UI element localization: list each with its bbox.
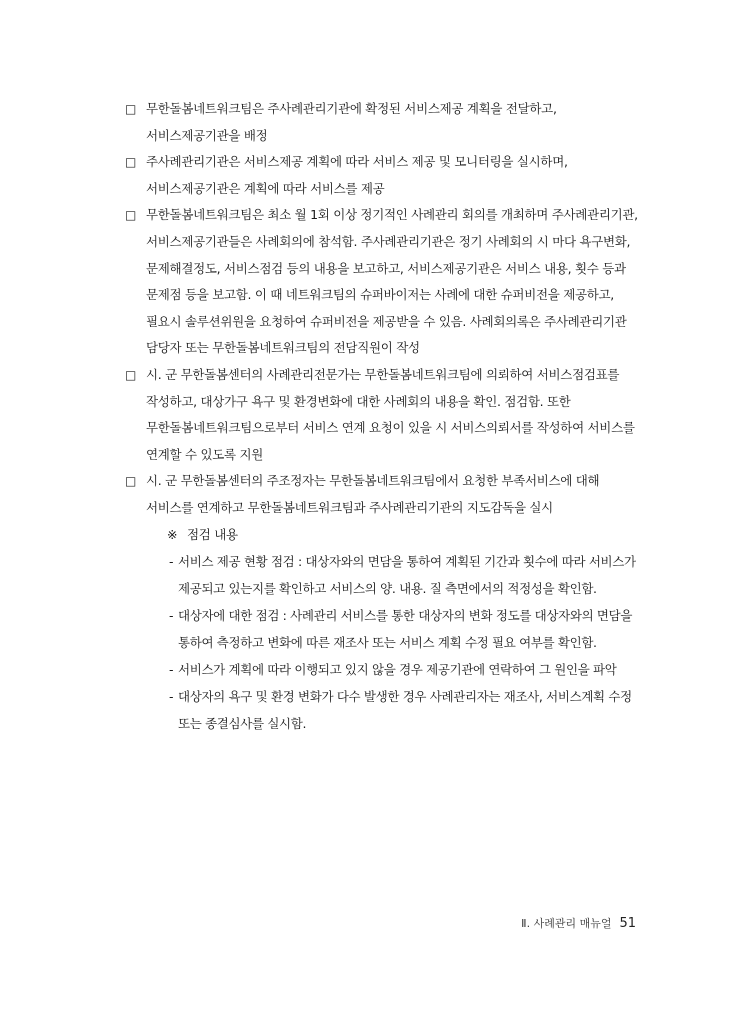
dash-bullet: -	[169, 689, 174, 705]
item-text: 주사례관리기관은 서비스제공 계획에 따라 서비스 제공 및 모니터링을 실시하며, 서비스제공기관은 계획에 따라 서비스를 제공	[146, 154, 568, 196]
subitem-text: 대상자의 욕구 및 환경 변화가 다수 발생한 경우 사례관리자는 재조사, 서비스계획 수정 또는 종결심사를 실시함.	[178, 689, 632, 732]
subitem-text: 서비스 제공 현황 점검 : 대상자와의 면담을 통하여 계획된 기간과 횟수에 따라 서비스가 제공되고 있는지를 확인하고 서비스의 양. 내용. 질 측면에서의 적정성을 확인함.	[178, 554, 636, 597]
subitem-text: 대상자에 대한 점검 : 사례관리 서비스를 통한 대상자의 변화 정도를 대상자와의 면담을 통하여 측정하고 변화에 따른 재조사 또는 서비스 계획 수정 필요 여부를 확인함.	[178, 608, 633, 651]
item-text: 무한돌봄네트워크팀은 주사례관리기관에 확정된 서비스제공 계획을 전달하고, 서비스제공기관을 배정	[146, 101, 557, 143]
bullet-item	[125, 202, 645, 362]
note-title: 점검 내용	[187, 526, 238, 542]
check-subitem	[125, 602, 645, 656]
document-body	[125, 96, 645, 737]
dash-bullet: -	[169, 554, 174, 570]
check-subitem	[125, 548, 645, 602]
dash-bullet: -	[169, 608, 174, 624]
checkbox-bullet-icon: □	[125, 102, 137, 116]
subitem-text: 서비스가 계획에 따라 이행되고 있지 않을 경우 제공기관에 연락하여 그 원인을 파악	[178, 662, 617, 678]
page-footer	[521, 915, 636, 931]
reference-mark-icon: ※	[167, 526, 178, 542]
checkbox-bullet-icon: □	[125, 367, 137, 382]
checkbox-bullet-icon: □	[125, 155, 137, 170]
item-text: 시. 군 무한돌봄센터의 주조정자는 무한돌봄네트워크팀에서 요청한 부족서비스에 대해 서비스를 연계하고 무한돌봄네트워크팀과 주사례관리기관의 지도감독을 실시	[146, 473, 600, 515]
footer-section-title: Ⅱ. 사례관리 매뉴얼	[521, 917, 612, 930]
note-heading	[125, 522, 645, 549]
checkbox-bullet-icon: □	[125, 474, 137, 489]
check-subitem	[125, 683, 645, 737]
check-subitem	[125, 656, 645, 683]
checkbox-bullet-icon: □	[125, 208, 137, 223]
bullet-item	[125, 149, 645, 202]
item-text: 시. 군 무한돌봄센터의 사례관리전문가는 무한돌봄네트워크팀에 의뢰하여 서비스점검표를 작성하고, 대상가구 욕구 및 환경변화에 대한 사례회의 내용을 확인. 점검함. 또한 무한돌봄네트워크팀으로부터 서비스 연계 요청이 있을 시 서비스의뢰서를 작성하여 서비스를 연계할 수 있도록 지원	[146, 366, 635, 462]
page-number: 51	[619, 916, 636, 931]
bullet-item	[125, 96, 645, 149]
bullet-item	[125, 468, 645, 521]
dash-bullet: -	[169, 662, 174, 678]
item-text: 무한돌봄네트워크팀은 최소 월 1회 이상 정기적인 사례관리 회의를 개최하며 주사례관리기관, 서비스제공기관들은 사례회의에 참석함. 주사례관리기관은 정기 사례회의 시 마다 욕구변화, 문제해결정도, 서비스점검 등의 내용을 보고하고, 서비스제공기관은 서비스 내용, 횟수 등과 문제점 등을 보고함. 이 때 네트워크팀의 슈퍼바이저는 사례에 대한 슈퍼비전을 제공하고, 필요시 솔루션위원을 요청하여 슈퍼비전을 제공받을 수 있음. 사례회의록은 주사례관리기관 담당자 또는 무한돌봄네트워크팀의 전담직원이 작성	[146, 207, 638, 356]
bullet-item	[125, 362, 645, 468]
